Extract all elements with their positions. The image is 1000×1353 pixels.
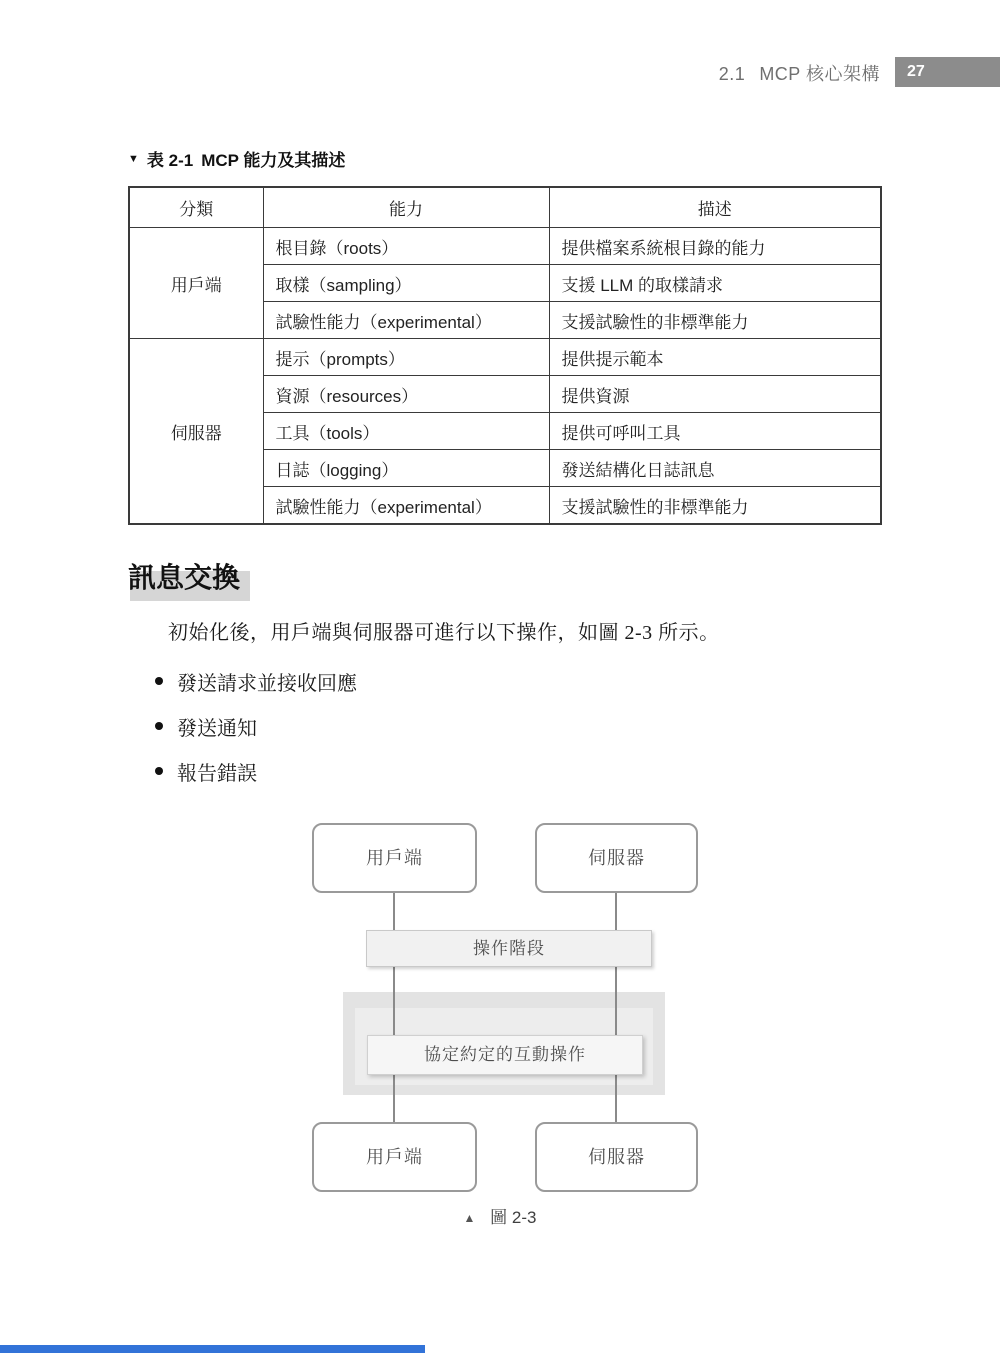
figure-caption-text: 圖 2-3 bbox=[490, 1208, 537, 1227]
description-cell: 支援 LLM 的取樣請求 bbox=[549, 265, 881, 302]
list-item-text: 發送請求並接收回應 bbox=[177, 672, 357, 695]
column-header-capability: 能力 bbox=[263, 187, 549, 228]
running-header bbox=[719, 60, 880, 86]
list-item bbox=[155, 760, 755, 785]
table-caption bbox=[128, 146, 345, 171]
triangle-up-icon: ▲ bbox=[463, 1211, 476, 1225]
client-box-bottom: 用戶端 bbox=[312, 1122, 477, 1192]
column-header-description: 描述 bbox=[549, 187, 881, 228]
table-row bbox=[129, 339, 881, 376]
server-box-bottom: 伺服器 bbox=[535, 1122, 698, 1192]
list-item-text: 報告錯誤 bbox=[177, 762, 257, 785]
protocol-interaction-box: 協定約定的互動操作 bbox=[367, 1035, 643, 1075]
section-title: MCP 核心架構 bbox=[759, 64, 880, 84]
bullet-dot-icon bbox=[155, 722, 163, 730]
table-header-row bbox=[129, 187, 881, 228]
capability-cell: 取樣（sampling） bbox=[263, 265, 549, 302]
capability-cell: 日誌（logging） bbox=[263, 450, 549, 487]
intro-paragraph: 初始化後，用戶端與伺服器可進行以下操作，如圖 2-3 所示。 bbox=[168, 622, 720, 644]
capability-cell: 資源（resources） bbox=[263, 376, 549, 413]
capability-cell: 工具（tools） bbox=[263, 413, 549, 450]
section-heading bbox=[128, 556, 240, 596]
capability-cell: 根目錄（roots） bbox=[263, 228, 549, 265]
group-cell-client: 用戶端 bbox=[129, 228, 263, 339]
section-number: 2.1 bbox=[718, 64, 746, 84]
table-row bbox=[129, 228, 881, 265]
column-header-category: 分類 bbox=[129, 187, 263, 228]
list-item bbox=[155, 670, 755, 695]
description-cell: 提供檔案系統根目錄的能力 bbox=[549, 228, 881, 265]
description-cell: 提供提示範本 bbox=[549, 339, 881, 376]
page-number-badge: 27 bbox=[895, 57, 1000, 87]
list-item-text: 發送通知 bbox=[177, 717, 257, 740]
operation-phase-box: 操作階段 bbox=[366, 930, 652, 967]
section-heading-text: 訊息交換 bbox=[128, 562, 241, 593]
description-cell: 提供資源 bbox=[549, 376, 881, 413]
figure-2-3-diagram bbox=[0, 815, 1000, 1235]
table-label: 表 2-1 bbox=[146, 151, 194, 170]
list-item bbox=[155, 715, 755, 740]
group-cell-server: 伺服器 bbox=[129, 339, 263, 525]
capability-cell: 試驗性能力（experimental） bbox=[263, 487, 549, 525]
footer-accent-bar bbox=[0, 1345, 425, 1353]
client-box-top: 用戶端 bbox=[312, 823, 477, 893]
description-cell: 發送結構化日誌訊息 bbox=[549, 450, 881, 487]
description-cell: 支援試驗性的非標準能力 bbox=[549, 487, 881, 525]
capability-table bbox=[128, 186, 882, 525]
server-box-top: 伺服器 bbox=[535, 823, 698, 893]
capability-cell: 提示（prompts） bbox=[263, 339, 549, 376]
client-lifeline bbox=[393, 893, 395, 1122]
table-title: MCP 能力及其描述 bbox=[201, 151, 346, 170]
figure-caption bbox=[0, 1203, 1000, 1228]
triangle-down-icon: ▼ bbox=[128, 152, 139, 165]
description-cell: 支援試驗性的非標準能力 bbox=[549, 302, 881, 339]
bullet-dot-icon bbox=[155, 767, 163, 775]
description-cell: 提供可呼叫工具 bbox=[549, 413, 881, 450]
server-lifeline bbox=[615, 893, 617, 1122]
bullet-list bbox=[155, 670, 755, 805]
bullet-dot-icon bbox=[155, 677, 163, 685]
capability-cell: 試驗性能力（experimental） bbox=[263, 302, 549, 339]
